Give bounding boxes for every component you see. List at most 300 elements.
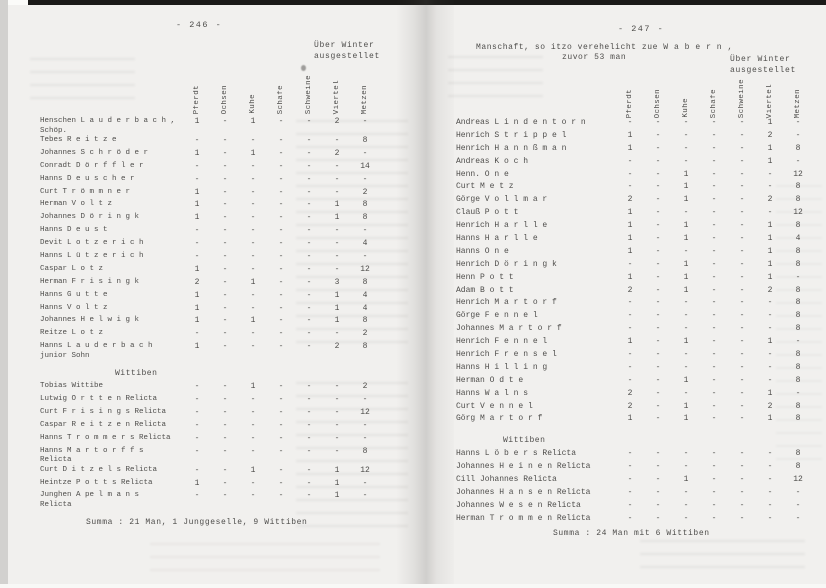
cell-kuhe: - [683,488,689,498]
cell-metzen: 8 [795,414,801,424]
table-row [456,475,816,488]
over-winter-line1: Über Winter [730,55,791,64]
person-name: Johannes M a r t o r f [456,324,562,334]
cell-schweine: - [739,362,745,372]
table-row [40,408,385,421]
column-header-metzen [351,50,379,114]
person-name: Curt T r ö m m n e r [40,187,131,196]
cell-viertel: - [334,382,340,392]
table-row [456,182,816,195]
cell-ochsen: - [222,478,228,488]
person-name: Hanns L ö b e r s Relicta [456,449,577,459]
cell-metzen: - [795,337,801,347]
cell-ochsen: - [655,182,661,192]
cell-viertel: - [767,449,773,459]
table-row [40,200,385,213]
person-name: Henrich H a r l l e [456,221,548,231]
cell-schweine: - [306,329,312,339]
cell-ochsen: - [222,187,228,197]
cell-ochsen: - [655,285,661,295]
cell-kuhe: - [250,213,256,223]
cell-viertel: 1 [334,465,340,475]
cell-metzen: - [362,117,368,126]
cell-schafe: - [711,156,717,166]
cell-metzen: 4 [362,239,368,249]
cell-viertel: 1 [767,118,773,127]
person-name: Curt D i t z e l s Relicta [40,465,158,474]
cell-pferdt: - [627,513,633,523]
cell-viertel: 1 [767,414,773,424]
cell-viertel: - [767,324,773,334]
person-name: Henrich F e n n e l [456,337,548,347]
cell-schafe: - [278,433,284,443]
cell-kuhe: - [250,264,256,274]
cell-pferdt: - [194,239,200,249]
cell-pferdt: 2 [627,195,633,205]
cell-schweine: - [306,382,312,392]
over-winter-line2: ausgestellet [730,65,797,75]
column-header-viertel [756,54,784,118]
cell-schafe: - [278,200,284,210]
column-header-label: Viertel [333,79,341,114]
table-row [456,234,816,247]
cell-schweine: - [306,342,312,352]
cell-kuhe: 1 [250,382,256,392]
table-body [456,118,816,538]
person-name: Henschen L a u d e r b a c h , Schöp. [40,117,176,135]
cell-schweine: - [306,446,312,456]
cell-ochsen: - [655,195,661,205]
table-body [40,117,385,527]
person-name: Görge F e n n e l [456,311,538,321]
person-name: Hanns T r o m m e r s Relicta [40,433,171,442]
person-name: Tobias Wittibe [40,382,104,391]
cell-pferdt: - [627,449,633,459]
cell-metzen: - [795,272,801,282]
cell-schafe: - [278,277,284,287]
person-name: Andreas L i n d e n t o r n [456,118,586,127]
cell-ochsen: - [655,414,661,424]
cell-kuhe: - [250,174,256,184]
person-name: Herman F r i s i n g k [40,277,140,286]
cell-schafe: - [278,478,284,488]
column-header-label: Schafe [277,84,285,114]
cell-pferdt: - [627,118,633,127]
cell-ochsen: - [655,234,661,244]
cell-schafe: - [711,388,717,398]
cell-metzen: 8 [362,136,368,145]
table-row [40,304,385,317]
cell-viertel: 2 [334,342,340,352]
cell-metzen: 2 [362,382,368,392]
cell-viertel: - [334,136,340,145]
column-header-label: Schweine [305,74,313,114]
cell-kuhe: - [683,462,689,472]
cell-viertel: - [767,350,773,360]
person-name: Henrich H a n n ß m a n [456,143,567,153]
cell-kuhe: - [683,350,689,360]
column-headers [183,50,379,114]
cell-kuhe: 1 [683,475,689,485]
cell-schafe: - [278,420,284,430]
cell-schweine: - [306,213,312,223]
cell-ochsen: - [222,200,228,210]
cell-metzen: 14 [360,161,370,171]
cell-ochsen: - [655,388,661,398]
cell-viertel: - [767,488,773,498]
cell-schafe: - [278,395,284,405]
person-name: Conradt D ö r f f l e r [40,161,144,170]
cell-schweine: - [739,401,745,411]
table-row [456,170,816,183]
person-name: Devit L o t z e r i c h [40,239,144,248]
cell-schweine: - [306,420,312,430]
cell-pferdt: 1 [194,213,200,223]
cell-pferdt: - [194,433,200,443]
cell-viertel: 1 [334,478,340,488]
cell-schafe: - [278,252,284,262]
cell-viertel: 1 [334,290,340,300]
cell-ochsen: - [222,329,228,339]
column-header-viertel [323,50,351,114]
cell-viertel: - [334,264,340,274]
cell-schweine: - [739,130,745,140]
person-name: Johannes S c h r ö d e r [40,148,149,157]
person-name: Hanns M a r t o r f f s Relicta [40,446,144,465]
summa-line: Summa : 21 Man, 1 Junggeselle, 9 Wittiben [86,518,308,528]
cell-viertel: - [334,420,340,430]
cell-schweine: - [306,478,312,488]
cell-viertel: 3 [334,277,340,287]
cell-viertel: 1 [334,213,340,223]
cell-ochsen: - [655,130,661,140]
cell-kuhe: - [250,187,256,197]
cell-kuhe: - [250,252,256,262]
cell-pferdt: - [194,382,200,392]
table-row [456,144,816,157]
cell-schweine: - [306,136,312,145]
cell-kuhe: - [250,446,256,456]
cell-metzen: 8 [795,246,801,256]
cell-kuhe: 1 [250,117,256,126]
cell-schweine: - [739,475,745,485]
cell-kuhe: 1 [683,169,689,179]
table-row [40,175,385,188]
cell-ochsen: - [655,246,661,256]
cell-viertel: 2 [334,148,340,158]
cell-pferdt: - [627,500,633,510]
cell-viertel: - [767,462,773,472]
person-name: Herman O d t e [456,375,524,385]
cell-pferdt: 1 [627,272,633,282]
cell-kuhe: - [250,226,256,236]
table-row [456,501,816,514]
cell-viertel: - [334,226,340,236]
column-header-label: Kuhe [682,98,690,118]
cell-schweine: - [739,350,745,360]
cell-schweine: - [739,221,745,231]
cell-kuhe: - [683,156,689,166]
cell-kuhe: - [250,136,256,145]
cell-pferdt: - [194,136,200,145]
cell-kuhe: 1 [683,182,689,192]
column-header-pferdt [616,54,644,118]
cell-kuhe: - [683,388,689,398]
cell-metzen: 2 [362,187,368,197]
cell-pferdt: - [194,252,200,262]
cell-pferdt: - [194,395,200,405]
cell-metzen: - [362,420,368,430]
cell-schafe: - [278,446,284,456]
table-row [456,514,816,527]
cell-viertel: - [767,298,773,308]
cell-viertel: - [334,174,340,184]
page-title-line1: Manschaft, so itzo verehelicht zue W a b e r n , [476,43,733,52]
person-name: Henn. O n e [456,169,509,179]
cell-schweine: - [739,272,745,282]
column-header-schafe [700,54,728,118]
cell-pferdt: - [194,161,200,171]
page-title-line2: zuvor 53 man [562,53,627,62]
person-name: Hanns L a u d e r b a c h junior Sohn [40,342,153,360]
cell-schafe: - [711,259,717,269]
cell-kuhe: 1 [683,259,689,269]
cell-viertel: - [334,239,340,249]
page-number: - 246 - [176,20,223,30]
cell-schweine: - [306,290,312,300]
cell-kuhe: - [250,200,256,210]
cell-kuhe: - [250,478,256,488]
cell-kuhe: 1 [250,316,256,326]
table-row [456,337,816,350]
table-row [456,298,816,311]
cell-pferdt: 1 [194,200,200,210]
column-header-label: Ochsen [221,84,229,114]
cell-schweine: - [306,465,312,475]
table-row [456,449,816,462]
person-name: Henrich D ö r i n g k [456,259,557,269]
cell-metzen: - [362,252,368,262]
cell-schafe: - [278,161,284,171]
cell-schweine: - [739,298,745,308]
cell-kuhe: 1 [683,375,689,385]
cell-ochsen: - [222,136,228,145]
cell-pferdt: - [194,491,200,501]
cell-schweine: - [739,285,745,295]
cell-kuhe: 1 [683,195,689,205]
cell-kuhe: 1 [683,272,689,282]
cell-schafe: - [711,246,717,256]
column-header-ochsen [644,54,672,118]
cell-metzen: 8 [362,342,368,352]
table-row [40,342,385,361]
cell-schafe: - [711,350,717,360]
cell-pferdt: 1 [194,342,200,352]
person-name: Johannes H a n s e n Relicta [456,488,591,498]
cell-pferdt: - [194,329,200,339]
cell-kuhe: - [683,449,689,459]
cell-viertel: 2 [767,130,773,140]
table-row [456,324,816,337]
cell-viertel: - [767,311,773,321]
person-name: Tebes R e i t z e [40,136,117,144]
cell-pferdt: - [627,350,633,360]
table-row [40,149,385,162]
cell-schweine: - [739,462,745,472]
table-row [40,466,385,479]
cell-viertel: - [767,475,773,485]
cell-schafe: - [711,195,717,205]
cell-metzen: 8 [362,200,368,210]
cell-schafe: - [278,213,284,223]
table-row [40,213,385,226]
cell-ochsen: - [222,226,228,236]
cell-viertel: 1 [334,200,340,210]
wittiben-rows [40,382,385,510]
person-name: Cill Johannes Relicta [456,475,557,485]
cell-schafe: - [278,117,284,126]
men-rows [40,117,385,361]
cell-ochsen: - [655,401,661,411]
cell-metzen: - [362,226,368,236]
cell-viertel: - [334,433,340,443]
cell-pferdt: 1 [194,478,200,488]
person-name: Junghen A pe l m a n s Relicta [40,491,140,509]
table-row [40,239,385,252]
table-row [456,260,816,273]
cell-schafe: - [711,375,717,385]
cell-kuhe: 1 [250,277,256,287]
person-name: Caspar R e i t z e n Relicta [40,420,167,429]
cell-pferdt: 1 [194,117,200,126]
cell-schafe: - [278,408,284,418]
cell-ochsen: - [655,337,661,347]
cell-schweine: - [739,449,745,459]
cell-schweine: - [306,252,312,262]
cell-pferdt: 1 [627,246,633,256]
table-row [456,488,816,501]
cell-metzen: 8 [795,285,801,295]
person-name: Hanns W a l n s [456,388,529,398]
cell-kuhe: - [683,246,689,256]
person-name: Clauß P o t t [456,208,519,218]
table-row [40,117,385,136]
person-name: Hanns D e u s c h e r [40,174,135,183]
table-row [456,208,816,221]
person-name: Curt F r i s i n g s Relicta [40,408,167,417]
cell-metzen: 8 [795,182,801,192]
cell-kuhe: - [683,324,689,334]
cell-schweine: - [306,239,312,249]
column-header-kuhe [239,50,267,114]
table-row [456,286,816,299]
cell-kuhe: - [250,329,256,339]
cell-ochsen: - [655,298,661,308]
cell-kuhe: - [683,208,689,218]
cell-metzen: 8 [795,298,801,308]
cell-viertel: 1 [767,272,773,282]
summa-line: Summa : 24 Man mit 6 Wittiben [553,528,710,538]
table-row [40,316,385,329]
column-header-schweine [295,50,323,114]
cell-schweine: - [739,500,745,510]
cell-ochsen: - [222,252,228,262]
cell-pferdt: 1 [627,143,633,153]
cell-viertel: 1 [767,234,773,244]
cell-kuhe: - [250,395,256,405]
person-name: Hanns H i l l i n g [456,362,548,372]
cell-pferdt: - [627,311,633,321]
cell-schweine: - [739,388,745,398]
cell-viertel: - [334,161,340,171]
cell-viertel: 1 [767,246,773,256]
cell-pferdt: 1 [194,148,200,158]
cell-schafe: - [711,272,717,282]
cell-ochsen: - [222,264,228,274]
cell-schweine: - [739,195,745,205]
cell-pferdt: - [194,226,200,236]
cell-pferdt: - [627,462,633,472]
person-name: Henrich F r e n s e l [456,350,557,360]
table-row [456,221,816,234]
cell-schafe: - [711,169,717,179]
table-row [40,136,385,149]
table-row [40,479,385,492]
cell-schafe: - [711,449,717,459]
cell-schweine: - [306,408,312,418]
column-header-metzen [784,54,812,118]
person-name: Heintze P o t t s Relicta [40,478,153,487]
cell-viertel: 1 [767,143,773,153]
scan-left-edge [0,0,8,588]
cell-metzen: 8 [795,375,801,385]
person-name: Henrich M a r t o r f [456,298,557,308]
cell-schafe: - [711,513,717,523]
column-header-schweine [728,54,756,118]
cell-kuhe: - [250,239,256,249]
wittiben-section-label: Wittiben [115,369,158,379]
cell-pferdt: - [627,375,633,385]
cell-metzen: - [795,500,801,510]
cell-schafe: - [278,187,284,197]
page-247 [412,0,826,588]
cell-ochsen: - [222,395,228,405]
cell-kuhe: - [683,118,689,127]
cell-pferdt: - [194,446,200,456]
wittiben-rows [456,449,816,526]
cell-pferdt: 1 [194,264,200,274]
cell-metzen: 8 [362,316,368,326]
table-row [40,382,385,395]
cell-metzen: 8 [795,324,801,334]
cell-schafe: - [278,290,284,300]
cell-kuhe: - [250,161,256,171]
cell-ochsen: - [655,375,661,385]
cell-pferdt: 1 [627,130,633,140]
cell-metzen: 8 [795,311,801,321]
table-row [40,278,385,291]
column-header-label: Metzen [361,84,369,114]
cell-pferdt: 1 [627,414,633,424]
cell-ochsen: - [222,239,228,249]
cell-kuhe: - [683,143,689,153]
cell-ochsen: - [655,169,661,179]
cell-schafe: - [711,143,717,153]
cell-schweine: - [739,375,745,385]
cell-ochsen: - [222,408,228,418]
cell-schafe: - [711,462,717,472]
cell-schweine: - [739,259,745,269]
